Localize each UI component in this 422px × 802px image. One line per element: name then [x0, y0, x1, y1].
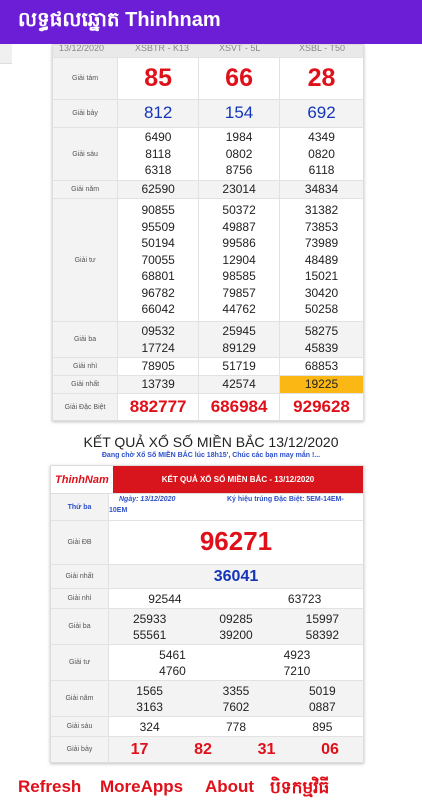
prize-value: 1984	[225, 130, 253, 145]
prize-value: 58392	[305, 628, 340, 642]
prize-value: 8756	[225, 163, 253, 178]
prize-value: 895	[312, 720, 333, 734]
prize-value: 3163	[136, 700, 163, 714]
row-label: Giải ĐB	[51, 521, 109, 564]
prize-value: 49887	[222, 219, 256, 234]
prize-value: 96782	[141, 285, 175, 300]
prize-value: 0802	[225, 146, 253, 161]
prize-value: 31	[257, 741, 276, 758]
prize-row-7	[53, 99, 363, 127]
prize-value: 17	[130, 741, 149, 758]
prize-value: 36041	[213, 568, 259, 585]
prize-value: 154	[224, 103, 254, 123]
prize-value: 50258	[304, 302, 339, 317]
prize-row-3	[53, 321, 363, 357]
row-label: Giải sáu	[53, 128, 118, 180]
prize-value: 28	[307, 64, 336, 93]
row-label: Giải bảy	[53, 100, 118, 127]
prize-value: 45839	[304, 340, 339, 355]
prize-value: 63723	[287, 592, 322, 606]
thinhnam-logo: ThinhNam	[51, 466, 113, 493]
row-label: Giải tư	[51, 645, 109, 680]
prize-row-5	[53, 180, 363, 198]
row-label: Giải sáu	[51, 717, 109, 736]
header-province-3[interactable]: XSBL - T50	[299, 45, 346, 53]
prize-row-db	[51, 520, 363, 564]
prize-value: 55561	[132, 628, 167, 642]
prize-value: 812	[143, 103, 173, 123]
prize-row-2	[53, 357, 363, 375]
prize-value: 25945	[222, 323, 256, 338]
prize-value: 7602	[222, 700, 250, 714]
results-table-north	[50, 465, 364, 763]
prize-value: 44762	[222, 302, 256, 317]
prize-value: 0887	[309, 700, 336, 714]
prize-row-1	[53, 375, 363, 393]
draw-day: Thứ ba	[51, 494, 109, 520]
prize-value: 1565	[136, 684, 163, 698]
prize-value: 78905	[141, 359, 175, 374]
prize-row-1	[51, 564, 363, 588]
prize-value: 79857	[222, 285, 256, 300]
section-title: KẾT QUẢ XỔ SỐ MIỀN BẮC 13/12/2020	[83, 434, 339, 450]
app-title: លទ្ធផលឆ្នោត Thinhnam	[18, 9, 221, 31]
table-banner	[51, 466, 363, 494]
prize-value: 8118	[145, 146, 172, 161]
prize-row-8	[53, 57, 363, 99]
section-subtitle[interactable]: Đang chờ Xổ Số MIỀN BẮC lúc 18h15', Chúc các bạn may mắn !...	[101, 452, 321, 459]
banner-title: KẾT QUẢ XỔ SỐ MIỀN BẮC - 13/12/2020	[113, 466, 363, 493]
bottom-menu	[0, 770, 422, 800]
prize-value: 13739	[141, 377, 175, 392]
prize-value: 23014	[222, 182, 256, 197]
prize-row-6	[53, 127, 363, 180]
prize-value: 12904	[222, 252, 256, 267]
prize-value: 66	[225, 64, 253, 93]
prize-value: 92544	[148, 592, 182, 606]
highlighted-cell	[280, 376, 363, 393]
prize-row-2	[51, 588, 363, 608]
prize-value: 39200	[219, 628, 253, 642]
prize-row-4	[53, 198, 363, 321]
prize-value: 6118	[308, 163, 335, 178]
prize-row-special	[53, 393, 363, 420]
row-label: Giải ba	[51, 609, 109, 644]
prize-value: 6490	[144, 130, 172, 145]
prize-value: 17724	[141, 340, 175, 355]
prize-value: 89129	[222, 340, 256, 355]
prize-value: 0820	[308, 146, 335, 161]
prize-value: 692	[307, 103, 336, 123]
prize-value: 4349	[308, 130, 335, 145]
row-label: Giải năm	[51, 681, 109, 716]
app-title-bar	[0, 0, 422, 44]
prize-value: 85	[144, 64, 173, 93]
prize-row-6	[51, 716, 363, 736]
close-app-button[interactable]: បិទកម្មវិធី	[270, 778, 330, 797]
row-label: Giải tám	[53, 58, 118, 99]
prize-value: 42574	[222, 377, 256, 392]
side-panel-edge	[0, 44, 12, 64]
header-date: 13/12/2020	[59, 45, 105, 53]
row-label: Giải nhất	[51, 565, 109, 588]
prize-value: 66042	[141, 302, 175, 317]
prize-value: 48489	[304, 252, 339, 267]
prize-value: 70055	[141, 252, 175, 267]
prize-value: 5019	[309, 684, 336, 698]
prize-row-5	[51, 680, 363, 716]
prize-row-3	[51, 608, 363, 644]
prize-value: 58275	[304, 323, 339, 338]
draw-info	[51, 494, 363, 520]
prize-value: 95509	[141, 219, 175, 234]
prize-value: 90855	[141, 202, 175, 217]
results-table-south	[52, 44, 364, 421]
prize-value: 34834	[304, 182, 339, 197]
prize-value: 15021	[304, 269, 339, 284]
row-label: Giải nhì	[51, 589, 109, 608]
special-prize-value: 686984	[210, 396, 268, 416]
about-button[interactable]: About	[205, 777, 255, 796]
prize-value: 7210	[283, 664, 311, 678]
header-province-2[interactable]: XSVT - 5L	[219, 45, 261, 53]
special-prize-value: 96271	[199, 526, 273, 556]
prize-value: 09285	[219, 612, 253, 626]
prize-value: 62590	[141, 182, 175, 197]
refresh-button[interactable]: Refresh	[18, 777, 82, 796]
prize-value: 4923	[283, 648, 311, 662]
row-label: Giải bảy	[51, 737, 109, 762]
row-label: Giải nhì	[53, 358, 118, 375]
prize-value: 778	[225, 720, 247, 734]
prize-row-4	[51, 644, 363, 680]
prize-value: 31382	[304, 202, 339, 217]
prize-value: 30420	[304, 285, 339, 300]
header-province-1[interactable]: XSBTR - K13	[135, 45, 190, 53]
prize-value: 06	[321, 741, 339, 758]
prize-value: 99586	[222, 236, 256, 251]
special-symbols: Ký hiệu trúng Đặc Biệt: 5EM-14EM-	[227, 496, 344, 503]
row-label: Giải nhất	[53, 376, 118, 393]
draw-date: Ngày: 13/12/2020	[119, 496, 176, 503]
prize-value: 73853	[304, 219, 339, 234]
special-prize-value: 929628	[293, 396, 350, 416]
prize-value: 324	[139, 720, 160, 734]
prize-value: 73989	[304, 236, 339, 251]
prize-value: 09532	[141, 323, 175, 338]
more-apps-button[interactable]: MoreApps	[100, 777, 184, 796]
special-symbols-cont: 10EM	[109, 507, 128, 514]
prize-value: 82	[194, 741, 212, 758]
row-label: Giải năm	[53, 181, 118, 198]
prize-value: 51719	[222, 359, 256, 374]
prize-value: 68853	[304, 359, 339, 374]
prize-value: 6318	[144, 163, 172, 178]
prize-value: 5461	[159, 648, 186, 662]
prize-value: 50194	[141, 236, 175, 251]
prize-value: 15997	[305, 612, 340, 626]
prize-value: 68801	[141, 269, 175, 284]
table-header	[53, 45, 363, 57]
prize-value: 50372	[222, 202, 256, 217]
row-label: Giải ba	[53, 322, 118, 357]
prize-row-7	[51, 736, 363, 762]
prize-value: 3355	[222, 684, 250, 698]
row-label: Giải tư	[53, 199, 118, 321]
prize-value: 19225	[304, 377, 339, 392]
prize-value: 25933	[132, 612, 167, 626]
row-label: Giải Đặc Biệt	[53, 394, 118, 420]
prize-value: 98585	[222, 269, 256, 284]
special-prize-value: 882777	[129, 396, 187, 416]
prize-value: 4760	[159, 664, 186, 678]
